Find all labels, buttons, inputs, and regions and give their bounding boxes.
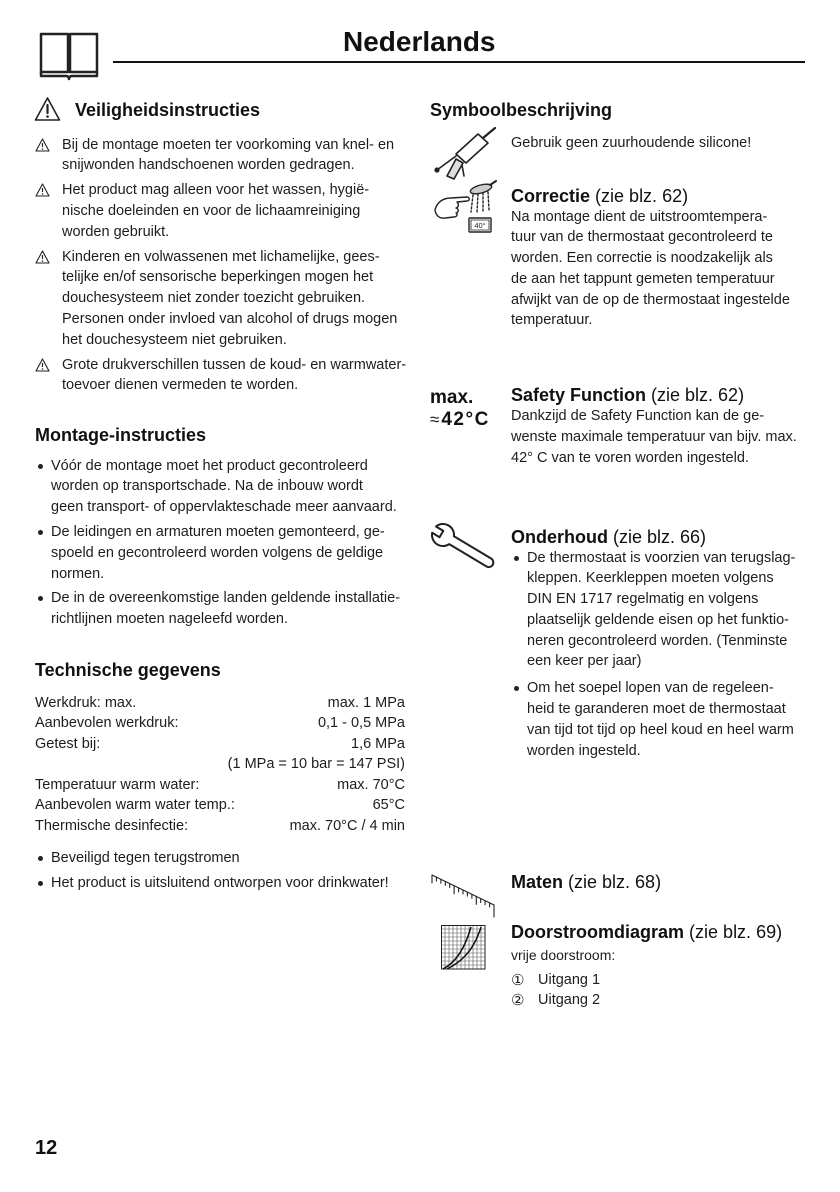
max-temperature-icon [430, 387, 490, 431]
silicone-note [511, 133, 751, 154]
list-item [35, 873, 407, 894]
page-reference: (zie blz. 62) [651, 385, 745, 405]
spec-note-row [35, 754, 405, 775]
bullet [38, 596, 43, 601]
body-line: worden. Een correctie is noodzakelijk als [511, 250, 773, 267]
spec-row [35, 734, 405, 755]
spec-row [35, 693, 405, 714]
list-text: De leidingen en armaturen moeten gemonteerd, ge- [51, 523, 385, 540]
bullet [38, 856, 43, 861]
spec-table [35, 693, 405, 837]
temperature-label [430, 409, 490, 431]
list-text: nische doeleinden en voor de lichaamreiniging [62, 202, 361, 219]
list-text: De in de overeenkomstige landen geldende installatie- [51, 590, 401, 607]
flow-heading [511, 922, 782, 943]
body-line: temperatuur. [511, 312, 593, 329]
list-item [35, 247, 407, 351]
list-text: het douchesysteem niet gebruiken. [62, 331, 287, 348]
bullet [38, 464, 43, 469]
safety-function-heading [511, 385, 744, 406]
flow-outputs [511, 970, 600, 1011]
spec-value: max. 1 MPa [327, 694, 405, 711]
correction-body [511, 207, 790, 332]
warning-triangle-icon [35, 183, 50, 197]
list-text: Bij de montage moeten ter voorkoming van knel- en [62, 136, 395, 153]
page-title: Nederlands [343, 26, 496, 57]
flow-caption: vrije doorstroom: [511, 946, 616, 963]
wrench-icon [428, 522, 500, 574]
hand-shower-thermometer-icon [433, 180, 497, 236]
output-marker: ② [511, 991, 525, 1009]
list-text: De thermostaat is voorzien van terugslag- [527, 549, 796, 566]
list-text: DIN EN 1717 regelmatig en volgens [527, 591, 759, 608]
spec-label: Thermische desinfectie: [35, 817, 189, 834]
spec-row [35, 816, 405, 837]
safety-list [35, 135, 407, 401]
body-line: tuur van de thermostaat gecontroleerd te [511, 229, 773, 246]
spec-label: Getest bij: [35, 735, 101, 752]
list-text: Beveiligd tegen terugstromen [51, 849, 240, 866]
dimensions-title: Maten [511, 871, 564, 892]
list-text: geen transport- of oppervlakteschade meer aanvaard. [51, 499, 397, 516]
spec-value: max. 70°C [337, 776, 405, 793]
warning-triangle-icon [34, 96, 61, 122]
list-text: Kinderen en volwassenen met lichamelijke, gees- [62, 248, 380, 265]
mounting-list [35, 456, 407, 634]
list-text: richtlijnen moeten nageleefd worden. [51, 611, 288, 628]
list-text: een keer per jaar) [527, 653, 642, 670]
flow-diagram-icon [441, 925, 487, 971]
spec-label: Aanbevolen warm water temp.: [35, 797, 235, 814]
body-line: wenste maximale temperatuur van bijv. max. [511, 428, 797, 445]
list-text: Het product is uitsluitend ontworpen voor drinkwater! [51, 875, 389, 892]
list-text: worden ingesteld. [527, 742, 641, 759]
spec-note: (1 MPa = 10 bar = 147 PSI) [227, 756, 405, 773]
bullet [514, 556, 519, 561]
maintenance-title: Onderhoud [511, 526, 608, 547]
list-text: Vóór de montage moet het product gecontroleerd [51, 457, 368, 474]
spec-value: 65°C [372, 797, 405, 814]
safety-function-title: Safety Function [511, 385, 647, 405]
body-line: de aan het tappunt gemeten temperatuur [511, 270, 775, 287]
page-reference: (zie blz. 68) [568, 871, 662, 892]
warning-triangle-icon [35, 358, 50, 372]
temperature-value: 42°C [441, 409, 490, 430]
caulking-gun-icon [434, 126, 498, 180]
list-item [35, 355, 407, 397]
list-text: plaatselijk geldende eisen op het funktio- [527, 611, 789, 628]
correction-heading [511, 186, 688, 207]
list-text: kleppen. Keerkleppen moeten volgens [527, 570, 774, 587]
safety-heading: Veiligheidsinstructies [75, 100, 261, 120]
output-marker: ① [511, 970, 525, 989]
approx-sign: ≈ [430, 410, 440, 429]
correction-title: Correctie [511, 185, 591, 206]
list-item [511, 548, 811, 673]
technical-bullets [35, 848, 407, 899]
technical-heading: Technische gegevens [35, 660, 221, 680]
list-text: worden op transportschade. Na de inbouw wordt [51, 478, 363, 495]
list-text: worden gebruikt. [62, 223, 170, 240]
spec-row [35, 795, 405, 816]
mounting-heading: Montage-instructies [35, 425, 207, 445]
warning-triangle-icon [35, 138, 50, 152]
max-label: max. [430, 387, 474, 408]
output-label: Uitgang 1 [538, 971, 601, 988]
output-label: Uitgang 2 [538, 992, 601, 1008]
header-rule [113, 61, 805, 63]
list-text: Personen onder invloed van alcohol of drugs mogen [62, 310, 398, 327]
list-text: telijke en/of sensorische beperkingen mogen het [62, 269, 374, 286]
list-item [35, 588, 407, 630]
spec-row [35, 713, 405, 734]
thermometer-display-label: 40° [474, 221, 486, 230]
spec-label: Aanbevolen werkdruk: [35, 715, 179, 732]
spec-label: Temperatuur warm water: [35, 776, 200, 793]
symbol-text: Gebruik geen zuurhoudende silicone! [511, 134, 752, 151]
list-item [511, 678, 811, 761]
list-text: heid te garanderen moet de thermostaat [527, 701, 786, 718]
list-item [35, 522, 407, 584]
warning-triangle-icon [35, 250, 50, 264]
bullet [38, 530, 43, 535]
body-line: Dankzijd de Safety Function kan de ge- [511, 408, 765, 424]
flow-title: Doorstroomdiagram [511, 921, 685, 942]
list-text: van tijd tot tijd op heel koud en heel warm [527, 721, 794, 738]
ruler-icon [430, 871, 498, 919]
list-text: snijwonden handschoenen worden gedragen. [62, 157, 355, 174]
list-item [35, 456, 407, 518]
open-book-icon [38, 31, 100, 81]
list-text: toevoer dienen vermeden te worden. [62, 377, 299, 394]
maintenance-list [511, 548, 811, 766]
spec-row [35, 775, 405, 796]
symbols-heading: Symboolbeschrijving [430, 100, 613, 120]
spec-value: 1,6 MPa [351, 735, 405, 752]
output-item [511, 970, 600, 991]
page-reference: (zie blz. 66) [613, 526, 707, 547]
list-text: spoeld en gecontroleerd worden volgens de geldige [51, 544, 384, 561]
list-item [35, 180, 407, 242]
list-text: normen. [51, 565, 105, 582]
body-line: 42° C van te voren worden ingesteld. [511, 449, 749, 466]
dimensions-heading [511, 872, 661, 893]
safety-function-body [511, 406, 797, 468]
list-text: Grote drukverschillen tussen de koud- en warmwater- [62, 356, 407, 373]
spec-value: max. 70°C / 4 min [289, 817, 405, 834]
list-item [35, 135, 407, 177]
page-number: 12 [35, 1137, 58, 1159]
body-line: afwijkt van de op de thermostaat ingestelde [511, 291, 790, 308]
list-item [35, 848, 407, 869]
list-text: neren gecontroleerd worden. (Tenminste [527, 632, 788, 649]
output-item [511, 990, 600, 1011]
list-text: douchesysteem niet zonder toezicht gebruiken. [62, 290, 366, 307]
page-reference: (zie blz. 62) [595, 185, 689, 206]
spec-label: Werkdruk: max. [35, 694, 137, 711]
bullet [514, 686, 519, 691]
page-reference: (zie blz. 69) [689, 921, 783, 942]
bullet [38, 881, 43, 886]
spec-value: 0,1 - 0,5 MPa [317, 715, 405, 732]
list-text: Om het soepel lopen van de regeleen- [527, 680, 774, 697]
body-line: Na montage dient de uitstroomtempera- [511, 208, 768, 225]
maintenance-heading [511, 527, 706, 548]
list-text: Het product mag alleen voor het wassen, hygië- [62, 182, 370, 199]
